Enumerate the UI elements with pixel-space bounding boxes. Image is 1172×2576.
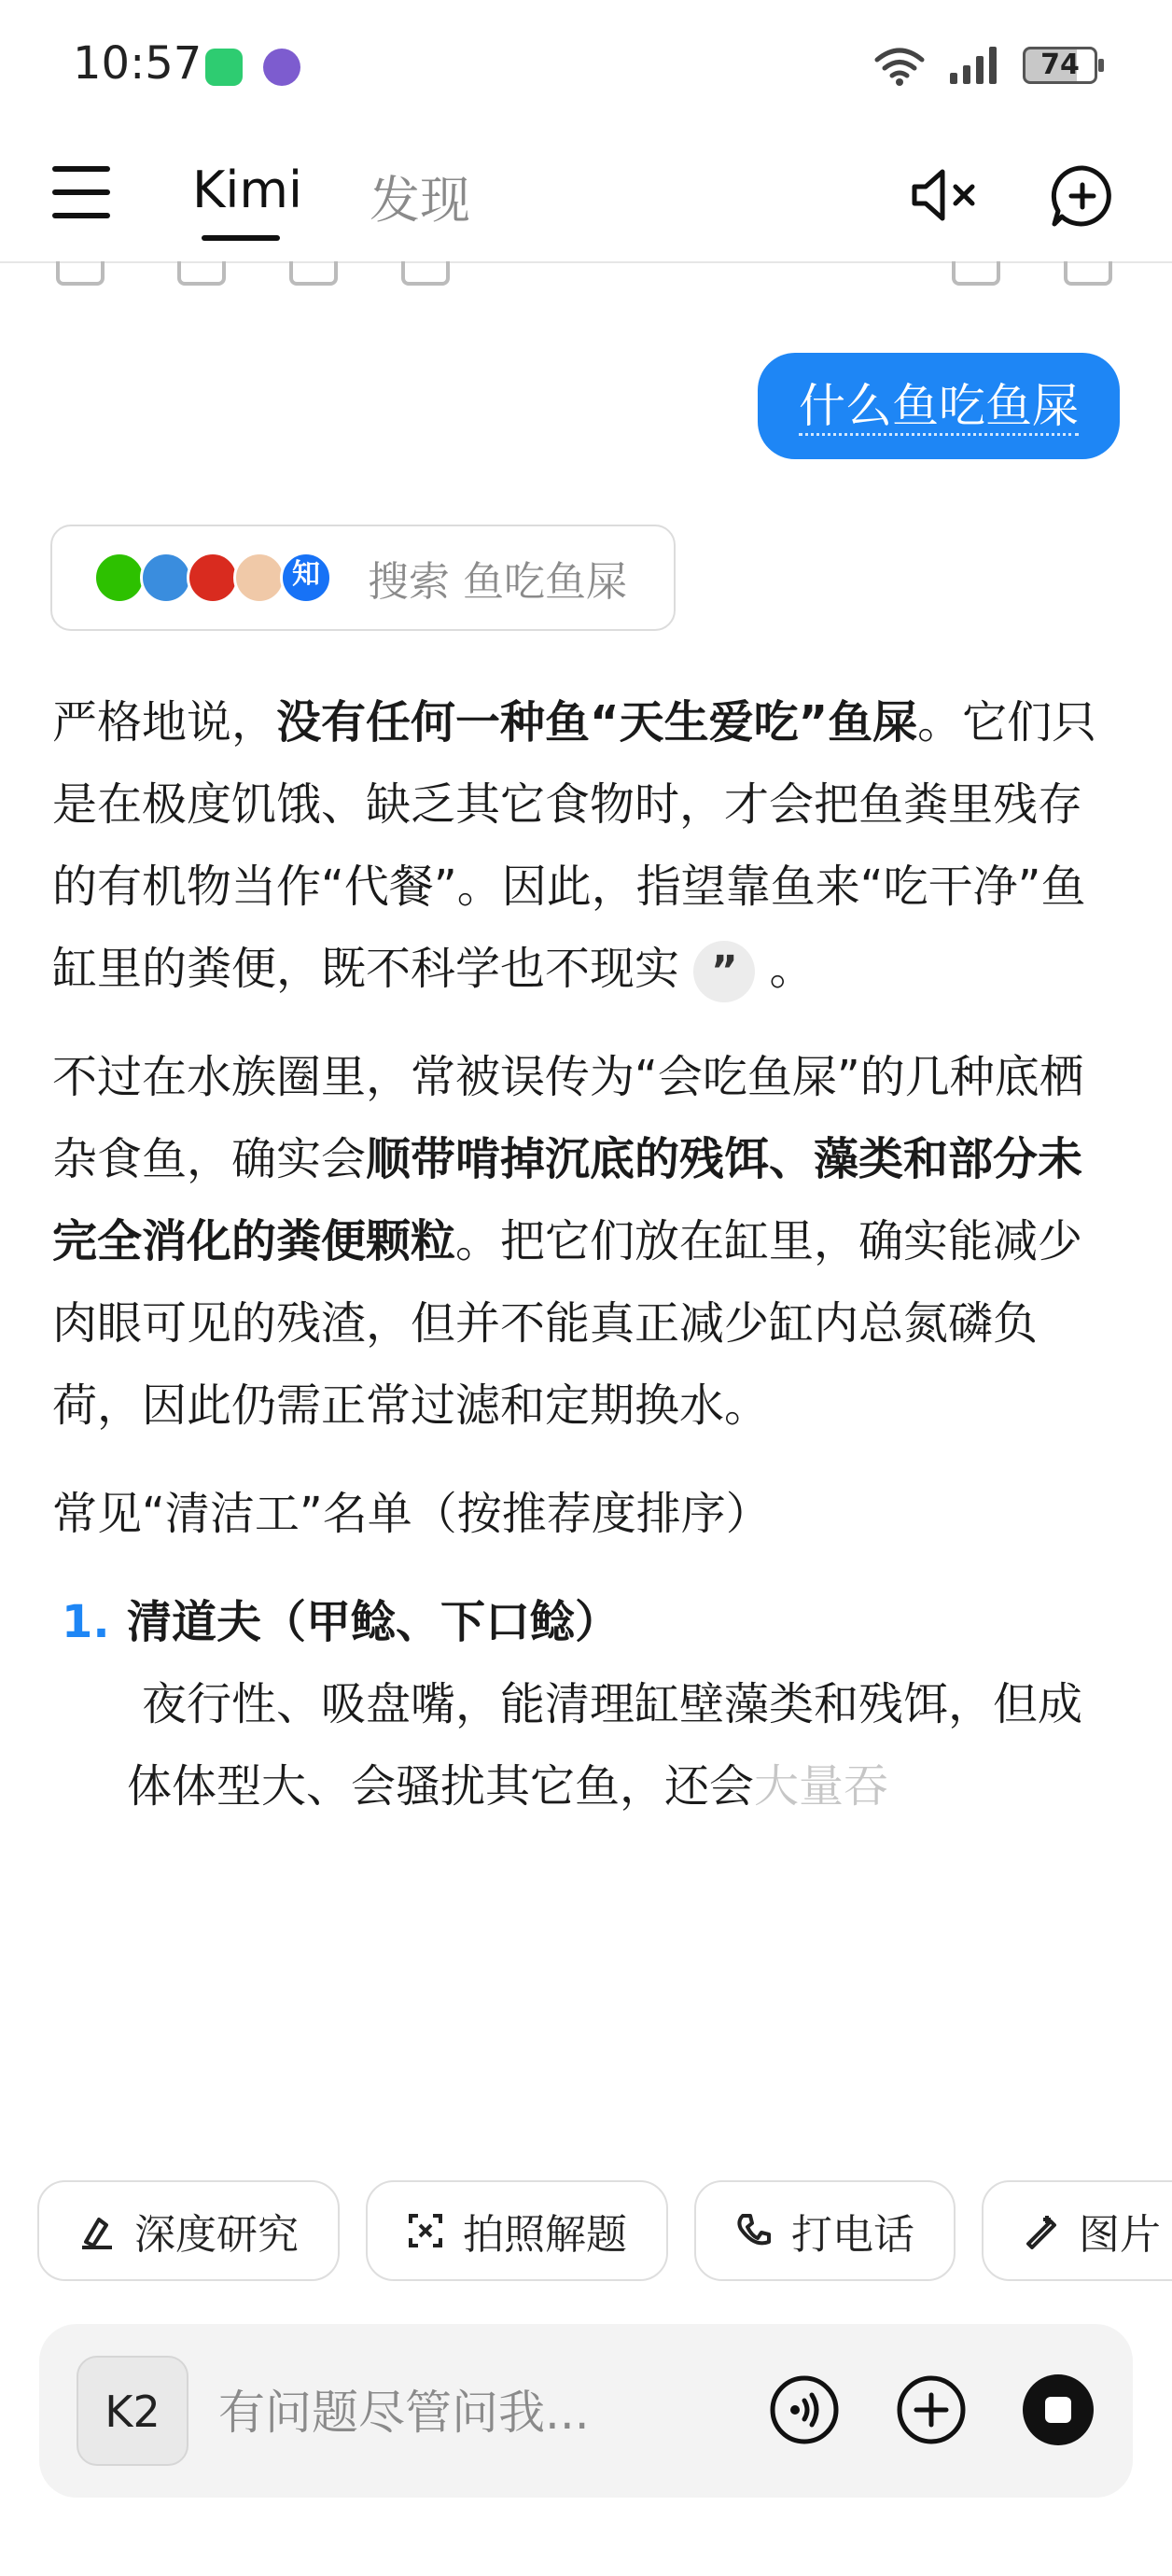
tab-kimi[interactable]: Kimi: [192, 161, 303, 219]
mute-icon[interactable]: [911, 166, 980, 224]
photo-solve-button[interactable]: 拍照解题: [366, 2180, 668, 2281]
status-bar: [0, 0, 1172, 131]
model-selector-button[interactable]: K2: [77, 2356, 188, 2466]
list-number: 1.: [62, 1596, 110, 1648]
brush-icon: [1023, 2212, 1060, 2249]
gov-source-icon: [187, 552, 239, 604]
chat-input[interactable]: [216, 2374, 780, 2451]
phone-call-button[interactable]: 打电话: [694, 2180, 956, 2281]
answer-paragraph-3: 常见“清洁工”名单（按推荐度排序）: [52, 1488, 771, 1540]
status-time: 10:57: [73, 37, 202, 90]
top-nav: [0, 131, 1172, 263]
list-item-title: 清道夫（甲鲶、下口鲶）: [127, 1596, 621, 1648]
web-source-icon: [140, 552, 192, 604]
battery-icon: 74: [1023, 47, 1097, 84]
deep-research-button[interactable]: 深度研究: [37, 2180, 340, 2281]
zhihu-source-icon: 知: [280, 552, 332, 604]
app-notification-icon: [263, 49, 300, 86]
tab-discover[interactable]: 发现: [370, 171, 470, 230]
list-item-desc-fading: 大量吞: [754, 1760, 889, 1813]
chat-input-bar: [39, 2324, 1133, 2498]
user-message-text: 什么鱼吃鱼屎: [799, 379, 1079, 436]
scan-icon: [407, 2212, 444, 2249]
quick-actions-row: [37, 2180, 1172, 2281]
message-actions-remnant: [0, 261, 1172, 286]
research-icon: [78, 2212, 116, 2249]
menu-icon[interactable]: [52, 166, 110, 222]
source-icons: [93, 552, 327, 604]
search-query-label: 搜索 鱼吃鱼屎: [368, 558, 627, 606]
list-item-desc: 夜行性、吸盘嘴，能清理缸壁藻类和残饵，但成体体型大、会骚扰其它鱼，还会: [127, 1678, 1083, 1813]
wechat-notification-icon: [205, 49, 243, 86]
search-sources-chip[interactable]: [50, 525, 676, 631]
wifi-icon: [873, 45, 926, 86]
citation-quote-icon[interactable]: ”: [693, 941, 755, 1002]
avatar-source-icon: [233, 552, 286, 604]
new-chat-icon[interactable]: [1049, 162, 1116, 230]
phone-icon: [735, 2212, 773, 2249]
active-tab-indicator: [202, 235, 280, 241]
add-attachment-icon[interactable]: [894, 2373, 969, 2447]
answer-paragraph-1: 严格地说，没有任何一种鱼“天生爱吃”鱼屎。它们只是在极度饥饿、缺乏其它食物时，才会把鱼粪里残存的有机物当作“代餐”。因此，指望靠鱼来“吃干净”鱼缸里的粪便，既不科学也不现实 ” 。: [52, 681, 1107, 1010]
signal-icon: [948, 45, 1000, 86]
voice-input-icon[interactable]: [767, 2373, 842, 2447]
assistant-answer: [52, 681, 1107, 1827]
wechat-source-icon: [93, 552, 146, 604]
user-message-bubble[interactable]: [758, 353, 1120, 459]
stop-generating-icon[interactable]: [1021, 2373, 1095, 2447]
answer-paragraph-2: 不过在水族圈里，常被误传为“会吃鱼屎”的几种底栖杂食鱼，确实会顺带啃掉沉底的残饵、藻类和部分未完全消化的粪便颗粒。把它们放在缸里，确实能减少肉眼可见的残渣，但并不能真正减少缸内总氮磷负荷，因此仍需正常过滤和定期换水。: [52, 1051, 1084, 1432]
status-indicators: [873, 45, 1097, 86]
list-item: [52, 1581, 1107, 1827]
image-generate-button[interactable]: 图片: [982, 2180, 1172, 2281]
